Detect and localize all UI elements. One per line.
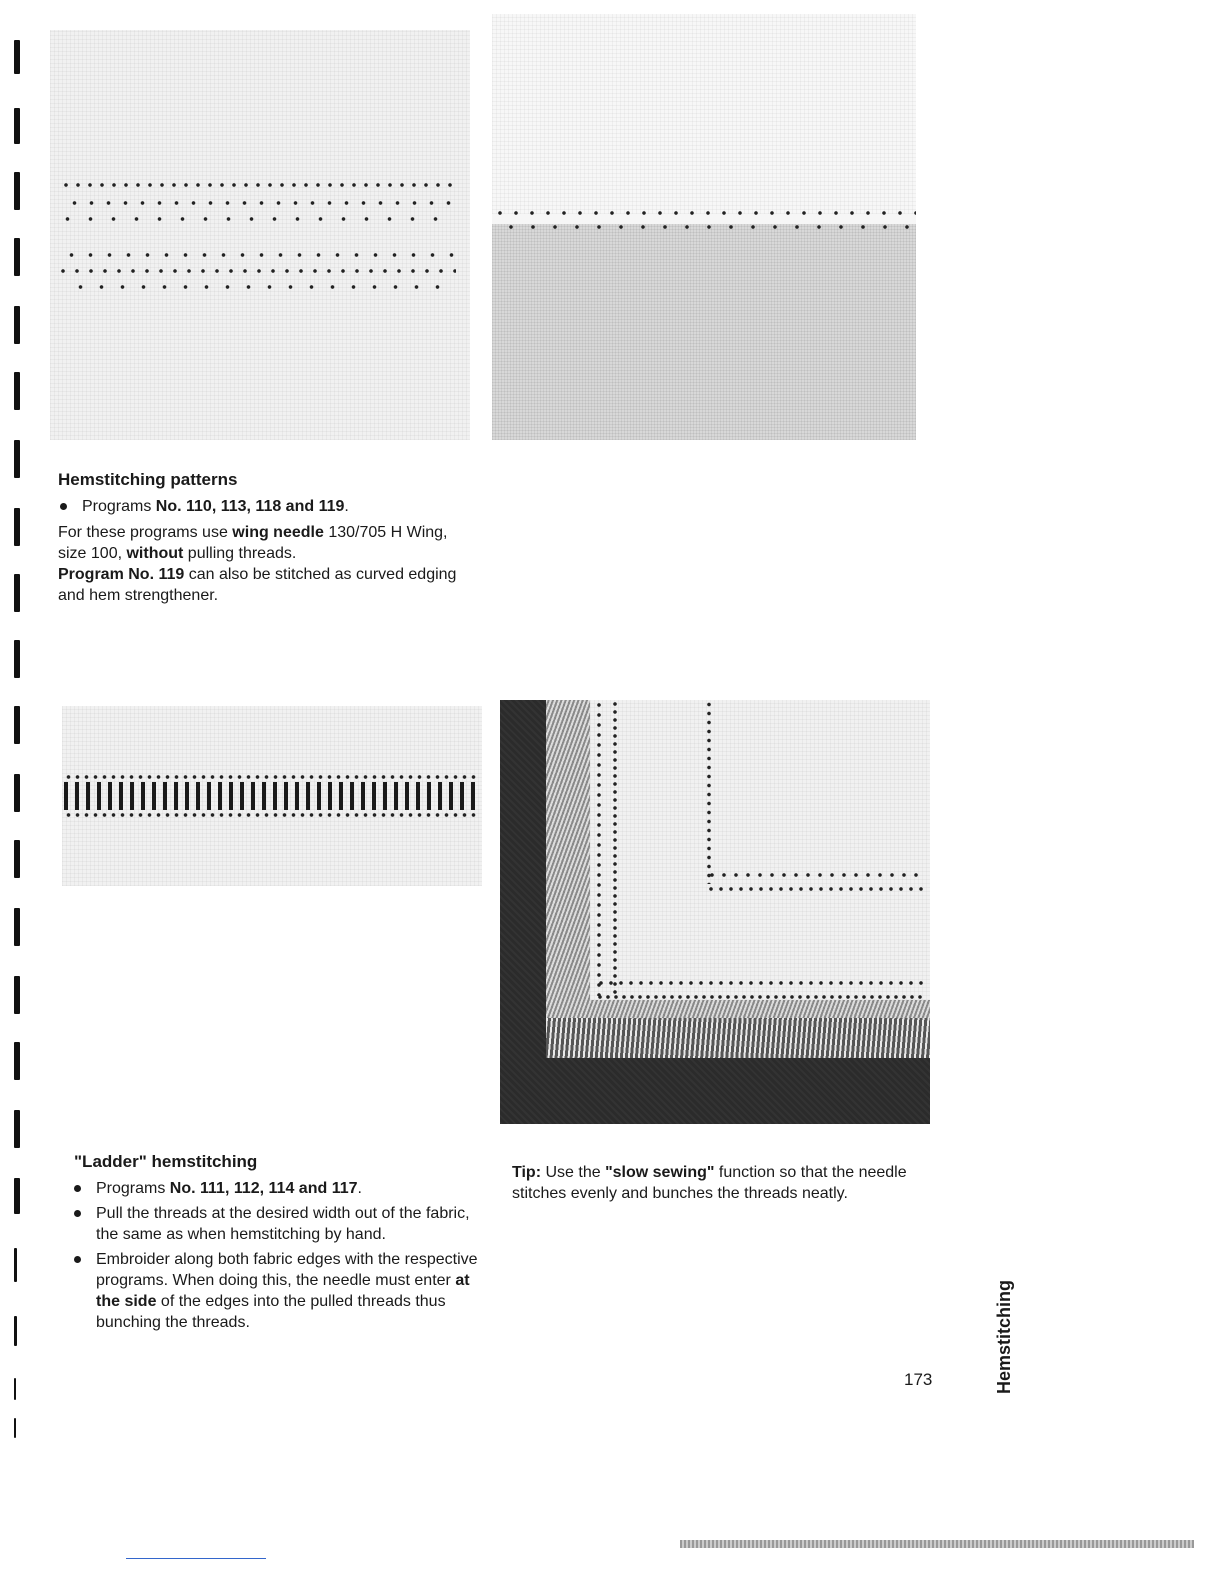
pull-threads-bullet: Pull the threads at the desired width out of the fabric, the same as when hemstitching by hand. [72,1203,492,1245]
ladder-stitch-band [64,782,480,810]
ladder-hemstitch-photo [62,706,482,886]
page-number: 173 [904,1370,933,1389]
curved-edging-photo [492,14,916,440]
programs-bullet: Programs No. 110, 113, 118 and 119. [58,496,478,517]
hemstitching-patterns-heading: Hemstitching patterns [58,470,238,489]
tip-paragraph: Tip: Use the "slow sewing" function so that the needle stitches evenly and bunches the threads neatly. [512,1164,907,1202]
footer-line [126,1558,266,1559]
hemstitching-patterns-bullets [58,496,478,521]
ladder-hemstitching-bullets [72,1178,492,1337]
ladder-programs-bullet: Programs No. 111, 112, 114 and 117. [72,1178,492,1199]
footer-scan-bar [680,1540,1194,1548]
tip-label: Tip: [512,1164,542,1181]
hemstitch-pattern-photo-1 [50,30,470,440]
embroider-bullet: Embroider along both fabric edges with the respective programs. When doing this, the needle must enter at the side of the edges into the pulled threads thus bunching the threads. [72,1249,492,1333]
section-side-tab: Hemstitching [994,1279,1014,1394]
ladder-hemstitching-heading: "Ladder" hemstitching [74,1152,258,1171]
fringed-corner-photo [500,700,930,1124]
wing-needle-paragraph: For these programs use wing needle 130/705 H Wing, size 100, without pulling threads. Program No. 119 can also be stitched as curved edging and hem strengthener. [58,524,457,604]
